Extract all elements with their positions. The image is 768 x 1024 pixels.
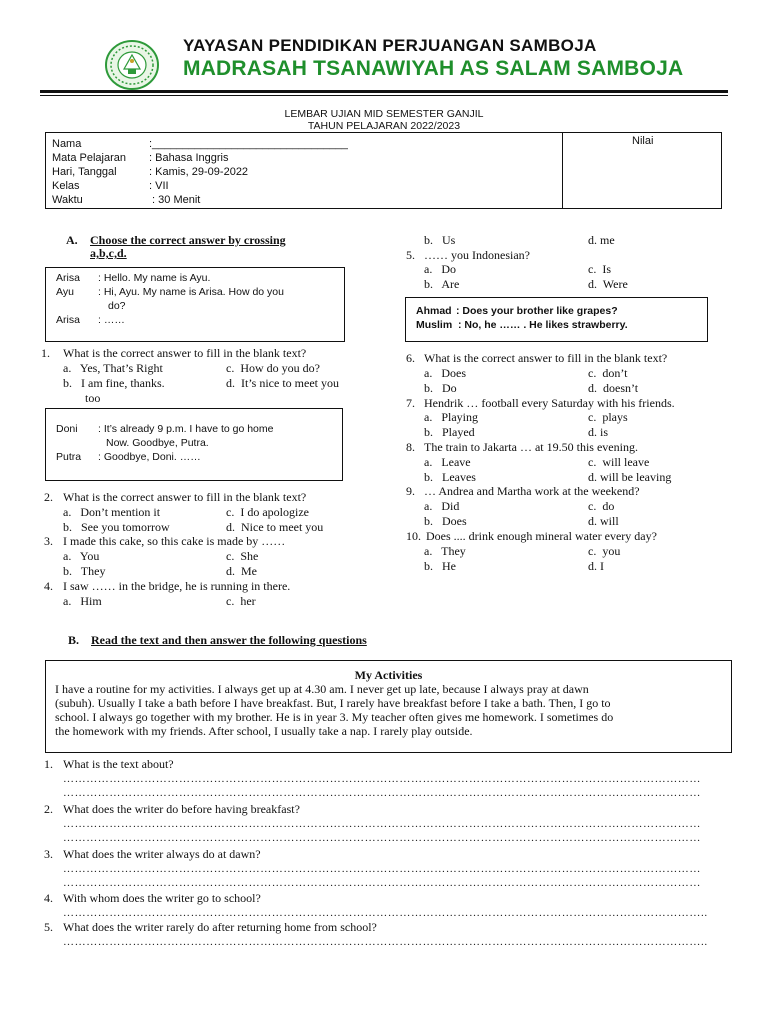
dialog-speaker: Ayu bbox=[56, 286, 74, 298]
option-a[interactable]: a. Don’t mention it bbox=[63, 505, 161, 519]
section-a-heading-cont: a,b,c,d. bbox=[90, 246, 127, 260]
question-number: 5. bbox=[406, 248, 415, 262]
question-text: …… you Indonesian? bbox=[424, 248, 530, 262]
option-d[interactable]: d. It’s nice to meet you bbox=[226, 376, 339, 390]
option-d[interactable]: d. doesn’t bbox=[588, 381, 639, 395]
question-text: Does .... drink enough mineral water every day? bbox=[426, 529, 657, 543]
dialog-line: : It’s already 9 p.m. I have to go home bbox=[98, 423, 274, 435]
essay-question-text: What is the text about? bbox=[63, 757, 174, 771]
option-c[interactable]: c. plays bbox=[588, 410, 628, 424]
option-c[interactable]: c. She bbox=[226, 549, 259, 563]
question-number: 2. bbox=[44, 490, 53, 504]
identity-row: Waktu bbox=[52, 194, 83, 206]
madrasah-logo-icon bbox=[104, 39, 160, 91]
question-text: I saw …… in the bridge, he is running in there. bbox=[63, 579, 291, 593]
option-b[interactable]: b. Does bbox=[424, 514, 467, 528]
dialog-speaker: Ahmad bbox=[416, 305, 452, 317]
question-number: 8. bbox=[406, 440, 415, 454]
option-c[interactable]: c. Is bbox=[588, 262, 611, 276]
option-b-cont: too bbox=[85, 391, 101, 405]
option-a[interactable]: a. You bbox=[63, 549, 100, 563]
dialog-speaker: Putra bbox=[56, 451, 82, 463]
dialog-line: : …… bbox=[98, 314, 125, 326]
option-d[interactable]: d. will be leaving bbox=[588, 470, 672, 484]
identity-row: Mata Pelajaran bbox=[52, 152, 126, 164]
section-a-letter: A. bbox=[66, 233, 78, 247]
identity-row: Kelas bbox=[52, 180, 80, 192]
exam-title: LEMBAR UJIAN MID SEMESTER GANJIL bbox=[284, 108, 484, 120]
essay-question-text: What does the writer rarely do after returning home from school? bbox=[63, 920, 377, 934]
option-d[interactable]: d. Me bbox=[226, 564, 257, 578]
option-d[interactable]: d. Were bbox=[588, 277, 628, 291]
option-c[interactable]: c. don’t bbox=[588, 366, 628, 380]
essay-question-text: What does the writer always do at dawn? bbox=[63, 847, 261, 861]
option-b[interactable]: b. They bbox=[63, 564, 106, 578]
reading-text-line: the homework with my friends. After school, I usually take a nap. I rarely play outside. bbox=[55, 724, 473, 738]
question-text: … Andrea and Martha work at the weekend? bbox=[424, 484, 640, 498]
option-b[interactable]: b. Us bbox=[424, 233, 456, 247]
option-b[interactable]: b. Played bbox=[424, 425, 475, 439]
essay-question-number: 2. bbox=[44, 802, 53, 816]
option-a[interactable]: a. Leave bbox=[424, 455, 471, 469]
dialog-speaker: Doni bbox=[56, 423, 78, 435]
reading-text-line: (subuh). Usually I take a bath before I have breakfast. But, I rarely have breakfast before I take a bath. Then, I go to bbox=[55, 696, 611, 710]
question-text: The train to Jakarta … at 19.50 this evening. bbox=[424, 440, 638, 454]
question-number: 7. bbox=[406, 396, 415, 410]
answer-line[interactable]: ………………………………………………………………………………………………………………………………………………… bbox=[63, 863, 701, 875]
option-b[interactable]: b. Leaves bbox=[424, 470, 476, 484]
essay-question-text: With whom does the writer go to school? bbox=[63, 891, 261, 905]
dialog-line: : Hi, Ayu. My name is Arisa. How do you bbox=[98, 286, 284, 298]
exam-year: TAHUN PELAJARAN 2022/2023 bbox=[307, 120, 461, 132]
section-a-heading: Choose the correct answer by crossing bbox=[90, 233, 286, 247]
option-d[interactable]: d. will bbox=[588, 514, 619, 528]
header-rule-thick bbox=[40, 90, 728, 93]
identity-value: : Bahasa Inggris bbox=[149, 152, 229, 164]
institution-foundation-name: YAYASAN PENDIDIKAN PERJUANGAN SAMBOJA bbox=[183, 36, 597, 55]
answer-line[interactable]: ………………………………………………………………………………………………………………………………………………….. bbox=[63, 936, 708, 948]
answer-line[interactable]: ………………………………………………………………………………………………………………………………………………… bbox=[63, 832, 701, 844]
option-d[interactable]: d. is bbox=[588, 425, 609, 439]
dialog-line: do? bbox=[108, 300, 126, 312]
question-number: 3. bbox=[44, 534, 53, 548]
dialog-line: Now. Goodbye, Putra. bbox=[106, 437, 209, 449]
dialog-line: : Does your brother like grapes? bbox=[456, 305, 618, 317]
option-a[interactable]: a. Did bbox=[424, 499, 460, 513]
reading-text-line: school. I always go together with my brother. He is in year 3. My teacher often gives me homework. I sometimes do bbox=[55, 710, 614, 724]
option-d[interactable]: d. me bbox=[588, 233, 615, 247]
option-c[interactable]: c. you bbox=[588, 544, 621, 558]
option-a[interactable]: a. Does bbox=[424, 366, 466, 380]
score-column-divider bbox=[562, 132, 563, 209]
essay-question-number: 1. bbox=[44, 757, 53, 771]
essay-question-number: 5. bbox=[44, 920, 53, 934]
identity-row: Hari, Tanggal bbox=[52, 166, 117, 178]
reading-text-line: I have a routine for my activities. I always get up at 4.30 am. I never get up late, because I always pray at dawn bbox=[55, 682, 589, 696]
question-text: What is the correct answer to fill in the blank text? bbox=[63, 490, 307, 504]
question-text: What is the correct answer to fill in the blank text? bbox=[63, 346, 307, 360]
dialog-speaker: Muslim bbox=[416, 319, 453, 331]
essay-question-number: 3. bbox=[44, 847, 53, 861]
option-b[interactable]: b. See you tomorrow bbox=[63, 520, 170, 534]
option-b[interactable]: b. Are bbox=[424, 277, 460, 291]
question-text: Hendrik … football every Saturday with his friends. bbox=[424, 396, 675, 410]
section-b-heading: Read the text and then answer the following questions bbox=[91, 633, 367, 647]
question-number: 1. bbox=[41, 346, 50, 360]
essay-question-number: 4. bbox=[44, 891, 53, 905]
reading-text-title: My Activities bbox=[354, 668, 423, 682]
dialog-line: : Hello. My name is Ayu. bbox=[98, 272, 211, 284]
question-number: 10. bbox=[406, 529, 421, 543]
option-c[interactable]: c. will leave bbox=[588, 455, 650, 469]
dialog-line: : Goodbye, Doni. …… bbox=[98, 451, 201, 463]
dialog-speaker: Arisa bbox=[56, 314, 80, 326]
option-c[interactable]: c. How do you do? bbox=[226, 361, 320, 375]
header-rule-thin bbox=[40, 95, 728, 96]
identity-value: : Kamis, 29-09-2022 bbox=[149, 166, 249, 178]
identity-name-field[interactable]: :________________________________ bbox=[149, 138, 348, 150]
option-c[interactable]: c. do bbox=[588, 499, 615, 513]
option-b[interactable]: b. He bbox=[424, 559, 456, 573]
option-a[interactable]: a. Yes, That’s Right bbox=[63, 361, 163, 375]
option-c[interactable]: c. I do apologize bbox=[226, 505, 309, 519]
identity-value: : VII bbox=[149, 180, 169, 192]
answer-line[interactable]: ………………………………………………………………………………………………………………………………………………… bbox=[63, 787, 701, 799]
option-a[interactable]: a. Playing bbox=[424, 410, 478, 424]
question-number: 6. bbox=[406, 351, 415, 365]
score-label: Nilai bbox=[632, 135, 654, 147]
identity-value: : 30 Menit bbox=[149, 194, 201, 206]
answer-line[interactable]: ………………………………………………………………………………………………………………………………………………… bbox=[63, 773, 701, 785]
question-text: What is the correct answer to fill in the blank text? bbox=[424, 351, 668, 365]
option-a[interactable]: a. They bbox=[424, 544, 466, 558]
identity-row: Nama bbox=[52, 138, 82, 150]
section-b-letter: B. bbox=[68, 633, 80, 647]
answer-line[interactable]: ………………………………………………………………………………………………………………………………………………….. bbox=[63, 907, 708, 919]
option-c[interactable]: c. her bbox=[226, 594, 256, 608]
answer-line[interactable]: ………………………………………………………………………………………………………………………………………………… bbox=[63, 818, 701, 830]
option-b[interactable]: b. I am fine, thanks. bbox=[63, 376, 165, 390]
question-number: 9. bbox=[406, 484, 415, 498]
question-text: I made this cake, so this cake is made by …… bbox=[63, 534, 286, 548]
dialog-line: : No, he …… . He likes strawberry. bbox=[458, 319, 628, 331]
option-d[interactable]: d. I bbox=[588, 559, 604, 573]
institution-school-name: MADRASAH TSANAWIYAH AS SALAM SAMBOJA bbox=[183, 57, 684, 80]
option-a[interactable]: a. Him bbox=[63, 594, 102, 608]
option-b[interactable]: b. Do bbox=[424, 381, 457, 395]
dialog-speaker: Arisa bbox=[56, 272, 80, 284]
answer-line[interactable]: ………………………………………………………………………………………………………………………………………………… bbox=[63, 877, 701, 889]
student-identity-box bbox=[45, 132, 722, 209]
option-a[interactable]: a. Do bbox=[424, 262, 456, 276]
essay-question-text: What does the writer do before having breakfast? bbox=[63, 802, 300, 816]
option-d[interactable]: d. Nice to meet you bbox=[226, 520, 324, 534]
question-number: 4. bbox=[44, 579, 53, 593]
